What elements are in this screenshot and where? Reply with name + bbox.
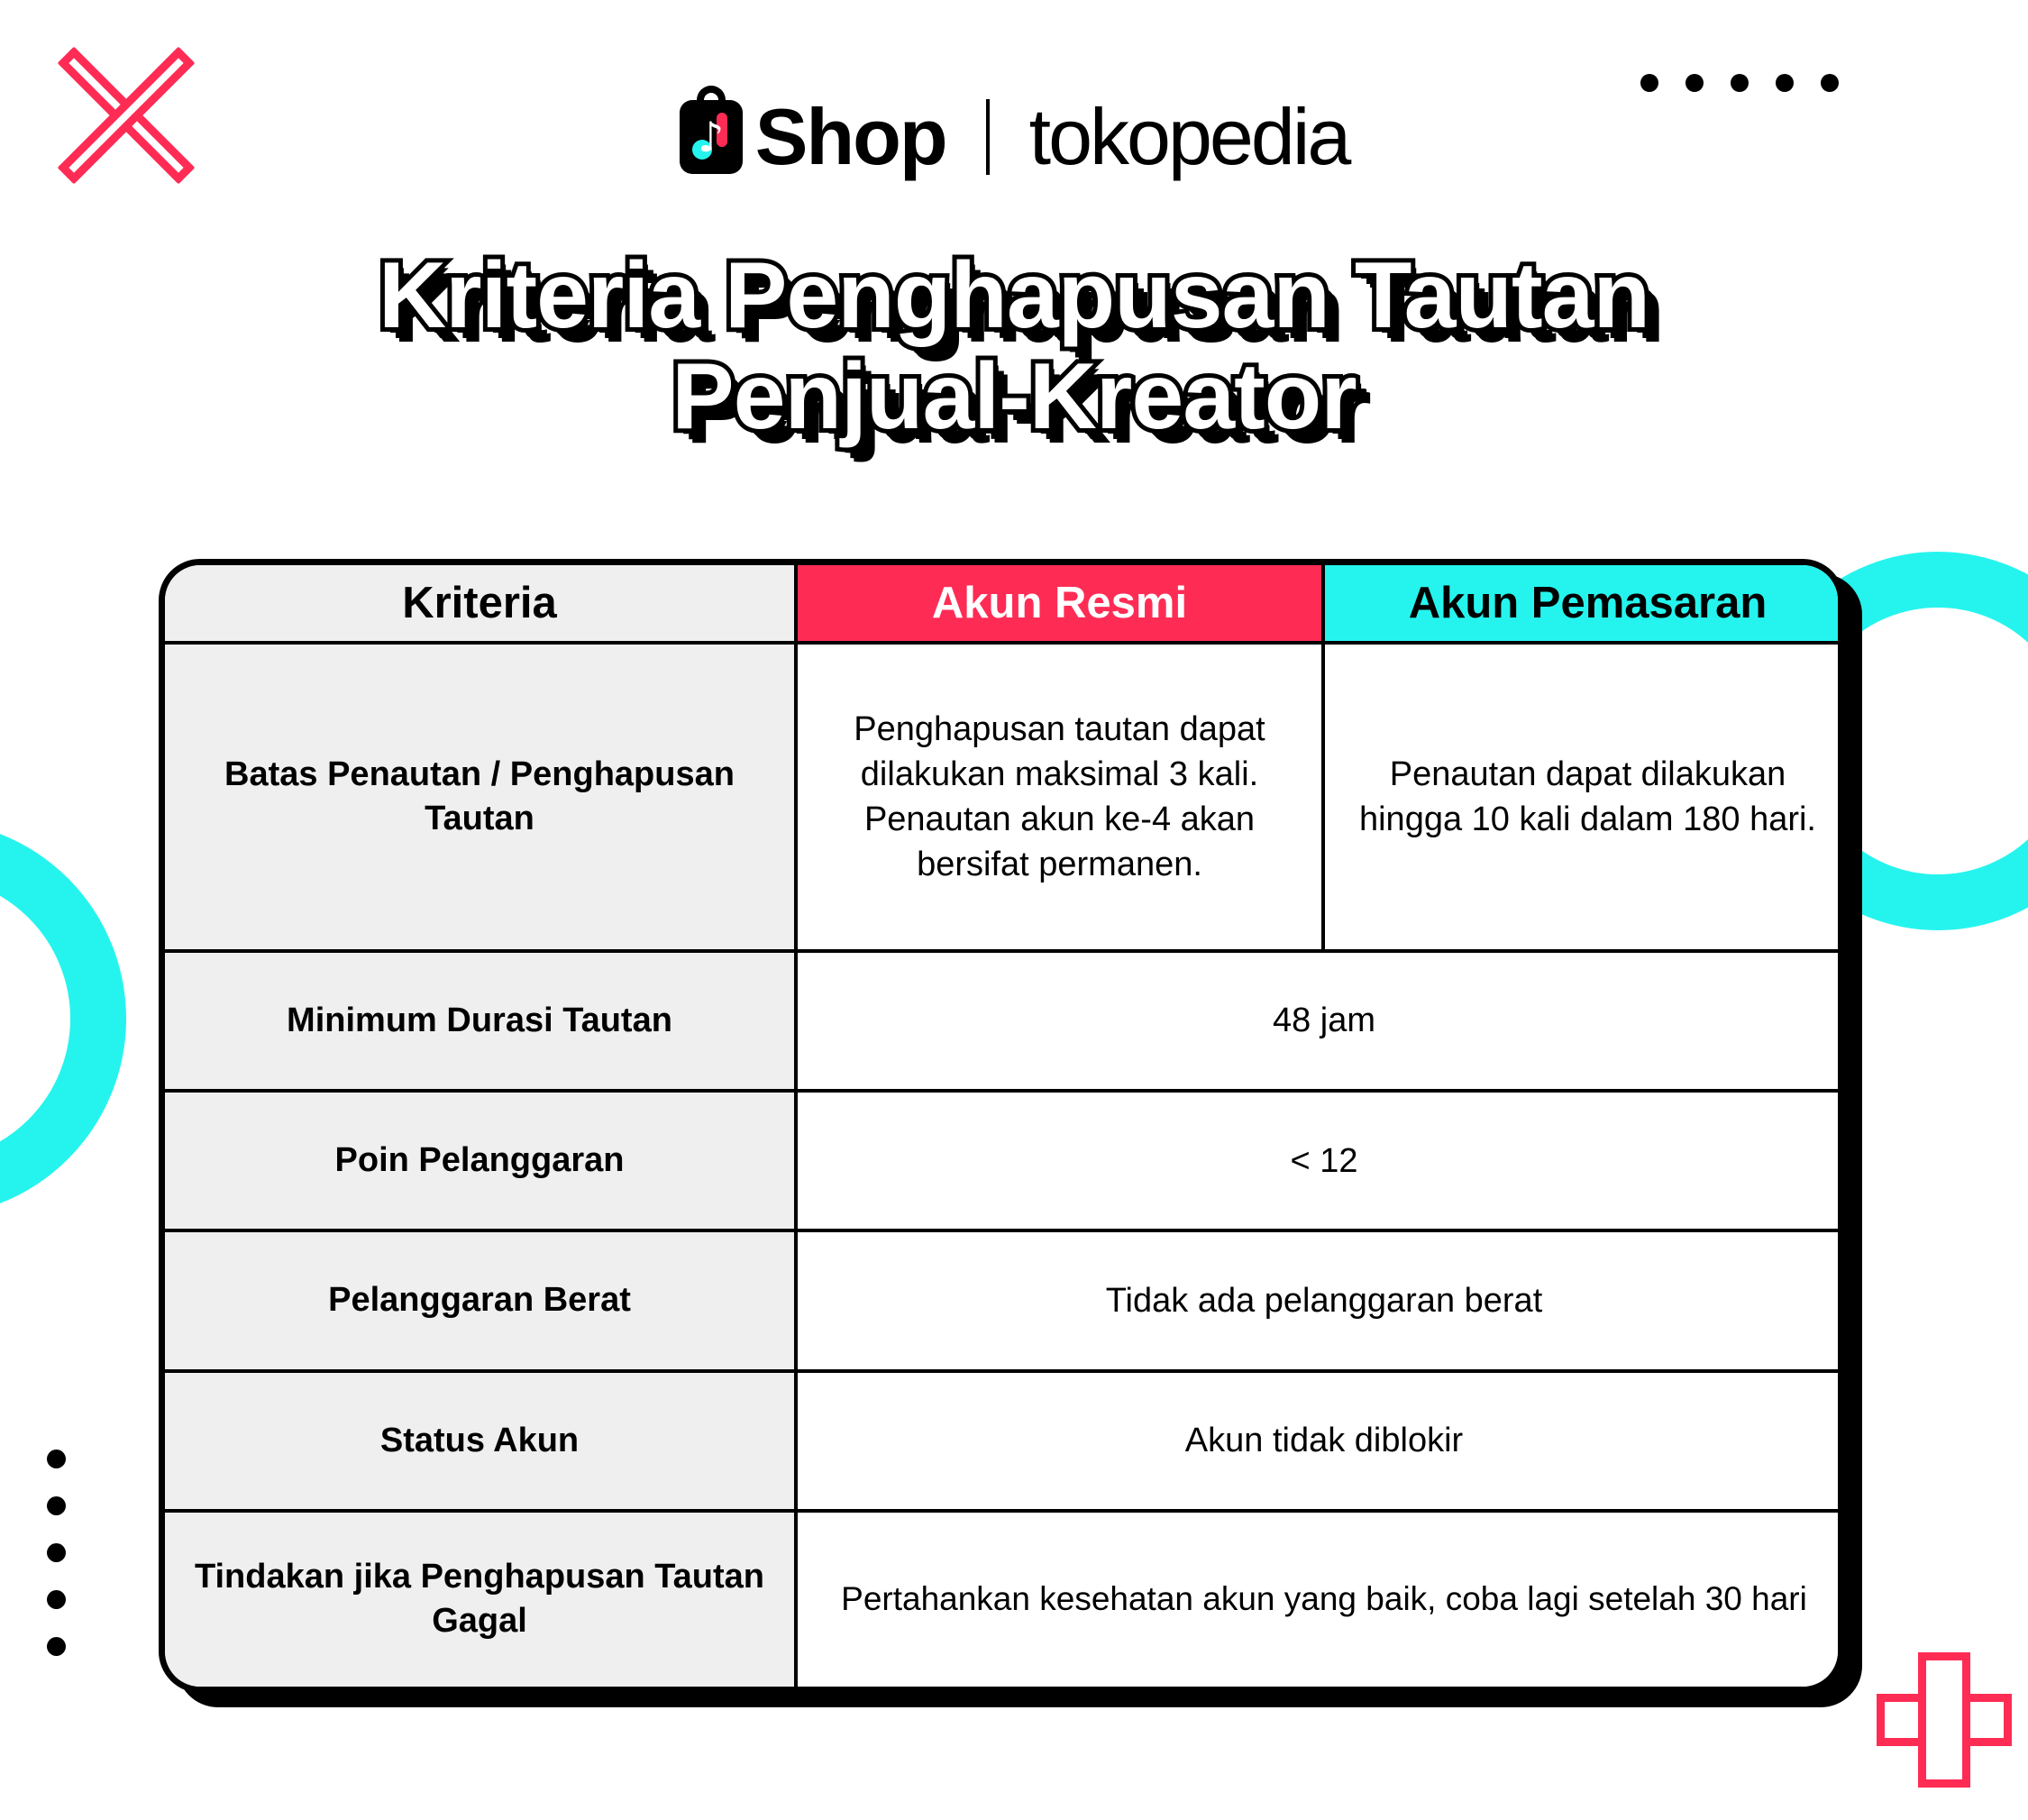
table-header-row — [165, 565, 1844, 643]
table-row — [165, 1230, 1844, 1370]
row-label: Status Akun — [165, 1371, 796, 1511]
page-title-wrap — [0, 245, 2028, 448]
row-value-shared: 48 jam — [796, 951, 1844, 1091]
tokopedia-wordmark: tokopedia — [1028, 92, 1349, 181]
table-row — [165, 1371, 1844, 1511]
row-value-shared: Tidak ada pelanggaran berat — [796, 1230, 1844, 1370]
brand-logo-row — [0, 92, 2028, 181]
criteria-table — [165, 565, 1844, 1687]
music-note-glyph: ♪ — [698, 113, 725, 161]
header-marketing-account: Akun Pemasaran — [1323, 565, 1844, 643]
shop-wordmark: Shop — [754, 92, 946, 181]
tiktok-shop-bag-icon — [680, 100, 743, 174]
table-row — [165, 643, 1844, 951]
circle-outline-decoration-left-icon — [0, 820, 126, 1217]
table-row — [165, 1091, 1844, 1230]
header-official-account: Akun Resmi — [796, 565, 1323, 643]
criteria-table-card — [159, 559, 1844, 1693]
row-value-shared: < 12 — [796, 1091, 1844, 1230]
header-criteria: Kriteria — [165, 565, 796, 643]
row-label: Pelanggaran Berat — [165, 1230, 796, 1370]
row-label: Tindakan jika Penghapusan Tautan Gagal — [165, 1511, 796, 1687]
row-label: Poin Pelanggaran — [165, 1091, 796, 1230]
plus-decoration-icon — [1877, 1652, 2012, 1788]
logo-divider — [986, 99, 990, 175]
table-row — [165, 1511, 1844, 1687]
row-label: Batas Penautan / Penghapusan Tautan — [165, 643, 796, 951]
dots-column-decoration-icon — [47, 1450, 66, 1656]
row-label: Minimum Durasi Tautan — [165, 951, 796, 1091]
row-value-official: Penghapusan tautan dapat dilakukan maksimal 3 kali. Penautan akun ke-4 akan bersifat permanen. — [796, 643, 1323, 951]
page-title: Kriteria Penghapusan Tautan Penjual-Kreator — [378, 243, 1649, 450]
row-value-shared: Pertahankan kesehatan akun yang baik, coba lagi setelah 30 hari — [796, 1511, 1844, 1687]
table-row — [165, 951, 1844, 1091]
row-value-shared: Akun tidak diblokir — [796, 1371, 1844, 1511]
dots-row-decoration-icon — [1640, 74, 1839, 92]
row-value-marketing: Penautan dapat dilakukan hingga 10 kali dalam 180 hari. — [1323, 643, 1844, 951]
